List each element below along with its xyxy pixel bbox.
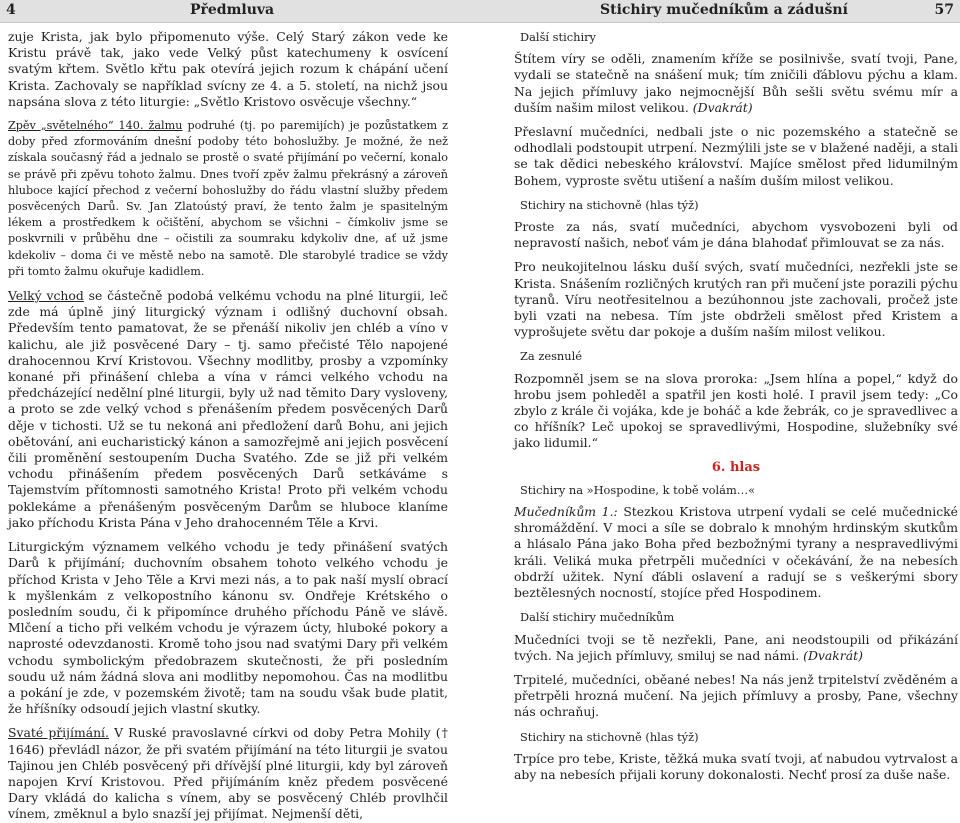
stichira: Pro neukojitelnou lásku duší svých, svatí mučedníci, nezřekli jste se Krista. Snášením rozličných krutých ran při mučení jste porazili pýchu tyranů. Víru neotřesitelnou a bezúhonnou jste zachovali, pročež jste byli vzati na nebesa. Tím jste obdrželi smělost před Kristem a vyprošujete světu dar pokoje a duším naším milost velikou. — [514, 259, 958, 340]
stichira: Trpíce pro tebe, Kriste, těžká muka svatí tvoji, ať nabudou vytrvalost a aby na nebesích přijali koruny dokonalosti. Nechť prosí za duše naše. — [514, 750, 958, 782]
section-lead: Zpěv „světelného“ 140. žalmu — [8, 119, 183, 133]
rubric: Stichiry na stichovně (hlas týž) — [520, 729, 699, 744]
left-running-title: Předmluva — [190, 2, 275, 18]
paragraph: zuje Krista, jak bylo připomenuto výše. Celý Starý zákon vede ke Kristu právě tak, jako vede Velký půst katechumeny k osvícení svatým křtem. Světlo křtu pak otevírá jejich rozum k chápání učení Krista. Zachovaly se například svícny ze 4. a 5. století, na nichž jsou napsána slova z této liturgie: „Světlo Kristovo osvěcuje všechny.“ — [8, 29, 448, 109]
stichira: Trpitelé, mučedníci, oběané nebes! Na nás jenž trpitelství zvěděném a přetrpěli hrozná mučení. Na jejich přímluvy a prosby, Pane, všechny nás ochraňuj. — [514, 671, 958, 720]
paragraph: Liturgickým významem velkého vchodu je tedy přinášení svatých Darů k přijímání; duchovním obsahem tohoto velkého vchodu je příchod Krista v Jeho Těle a Krvi mezi nás, a to pak naší myslí obrací k myšlenkám z velkopostního kánonu sv. Ondřeje Krétského o posledním soudu, či k připomínce druhého příchodu Páně ve slávě. Mlčení a ticho při velkém vchodu je výrazem úcty, hluboké pokory a naprosté odevzdanosti. Kromě toho jsou nad svatými Dary při velkém vchodu symbolickým předobrazem skutečnosti, že při posledním soudu už nám žádná slova ani modlitby nepomohou. Čas na modlitbu a pokání je zde, v pozemském životě; tam na soudu však bude platit, že hříšníky odsoudí jejich vlastní skutky. — [8, 539, 448, 717]
rubric: Stichiry na »Hospodine, k tobě volám…« — [520, 482, 756, 497]
right-page-text — [514, 29, 958, 782]
paragraph — [8, 288, 448, 531]
stichira: Rozpomněl jsem se na slova proroka: „Jsem hlína a popel,“ když do hrobu jsem pohleděl a spatřil jen kosti holé. I pravil jsem tedy: „Co zbylo z krále či vojáka, kde je boháč a kde žebrák, co je spravedlivec a co hříšník? Leč upokoj se spravedlivými, Hospodine, služebníky své jako lidumil.“ — [514, 370, 958, 451]
right-page-number: 57 — [934, 2, 954, 18]
tone-heading: 6. hlas — [711, 459, 761, 475]
stichira-text: Stezkou Kristova utrpení vydali se celé mučednické shromáždění. V moci a síle se dobralo k mnohým hrdinským skutkům a hlásalo Pána jako Boha před bezbožnými tyrany a nespravedlivými králi. Veliká muka přetrpěli mučedníci v očekávání, že na nebesích obdrží užitek. Nyní ďábli oslavení a radují se s veškerými sbory beztělesných nocností, stojíce před Hospodinem. — [514, 504, 958, 601]
left-page-text — [8, 29, 448, 822]
stichira — [514, 504, 958, 601]
left-page-number: 4 — [6, 2, 16, 18]
stichira — [514, 51, 958, 116]
running-header — [0, 0, 960, 23]
rubric: Stichiry na stichovně (hlas týž) — [520, 197, 699, 212]
rubric: Za zesnulé — [520, 349, 582, 364]
stichira: Proste za nás, svatí mučedníci, abychom vysvobozeni byli od nepravostí našich, neboť vám je dána blahodať přimlouvat se za nás. — [514, 219, 958, 251]
section-lead: Svaté přijímání. — [8, 725, 109, 741]
stichira — [514, 632, 958, 664]
paragraph — [8, 118, 448, 280]
right-running-title: Stichiry mučedníkům a zádušní — [600, 2, 848, 18]
repeat-note: (Dvakrát) — [688, 99, 753, 115]
section-lead: Velký vchod — [8, 288, 84, 304]
rubric: Další stichiry — [520, 30, 596, 44]
stichira-text: Mučedníci tvoji se tě nezřekli, Pane, ani neodstoupili od přikázání tvých. Na jejich přímluvy, smiluj se nad námi. — [514, 631, 958, 663]
stichira-lead: Mučedníkům 1.: — [514, 504, 618, 520]
paragraph — [8, 725, 448, 822]
repeat-note: (Dvakrát) — [799, 647, 863, 663]
paragraph-body: V Ruské pravoslavné církvi od doby Petra Mohily († 1646) převládl názor, že při svatém přijímání na této liturgii je svatou Tajinou jen Chléb posvěcený při dřívější plné liturgii, kdy byl zároveň napojen Krví Kristovou. Před přijímáním kněz předem posvěcené Dary vkládá do kalicha s vínem, aby se posvěcený Chléb provlhčil vínem, změknul a bylo snazší jej přijímat. Nejmenší děti, — [8, 725, 448, 822]
paragraph-body: se částečně podobá velkému vchodu na plné liturgii, leč zde má úplně jiný liturgický význam i odlišný duchovní obsah. Především tento pamatovat, že se přenáší nikoliv jen chléb a víno v kalichu, ale již posvěcené Dary – tj. samo přečisté Tělo napojené drahocennou Krví Kristovou. Všechny modlitby, prosby a vzpomínky konané při přinášení chleba a vína v rámci velkého vchodu na předcházející nedělní plné liturgii, byly už nad těmito Dary vysloveny, a proto se zde velký vchod s přenášením předem posvěcených Darů děje v tichosti. Už se tu nekoná ani předložení darů Bohu, ani jejich obětování, ani eucharistický kánon a samozřejmě ani jejich posvěcení čili proměnění sestoupením Ducha Svatého. Zde se již při velkém vchodu přinášením předem posvěcených Darů setkáváme s Tajemstvím přítomnosti samotného Krista! Proto při velkém vchodu poklekáme a přenášeným posvěceným Darům se hluboce klaníme jako příchodu Krista Pána v Jeho drahocenném Těle a Krvi. — [8, 288, 448, 530]
stichira: Přeslavní mučedníci, nedbali jste o nic pozemského a statečně se odhodlali podstoupit utrpení. Nezmýlili jste se v blažené naději, a stali se tak dědici nebeského království. Majíce smělost před lidumilným Bohem, vyproste světu utišení a naším duším milost velikou. — [514, 124, 958, 188]
rubric: Další stichiry mučedníkům — [520, 610, 675, 625]
paragraph-body: podruhé (tj. po paremijích) je pozůstatkem z doby před zformováním dnešní podoby této bohoslužby. Je možné, že než získala současný řád a jednalo se prostě o svaté přijímání po večerní, konalo se právě při zpěvu tohoto žalmu. Dnes tvoří zpěv žalmu překrásný a zároveň hluboce kající přechod z večerní bohoslužby do řádu vlastní služby předem posvěcených Darů. Sv. Jan Zlatoústý praví, že tento žalm je spasitelným lékem a prostředkem k očištění, abychom se všichni – čímkoliv jsme se poskvrnili v průběhu dne – očistili za soumraku kdykoliv dne, ať už jsme kdekoliv – doma či ve městě nebo na samotě. Dle starobylé tradice se vždy při tomto žalmu okuřuje kadidlem. — [8, 119, 448, 278]
stichira-text: Štítem víry se oděli, znamením kříže se posilnivše, svatí tvoji, Pane, vydali se statečně na snášení muk; tím zničili ďáblovu pýchu a klam. Na jejich přímluvy jako nejmocnější Bůh sešli světu svému mír a duším našim milost velikou. — [514, 51, 958, 115]
